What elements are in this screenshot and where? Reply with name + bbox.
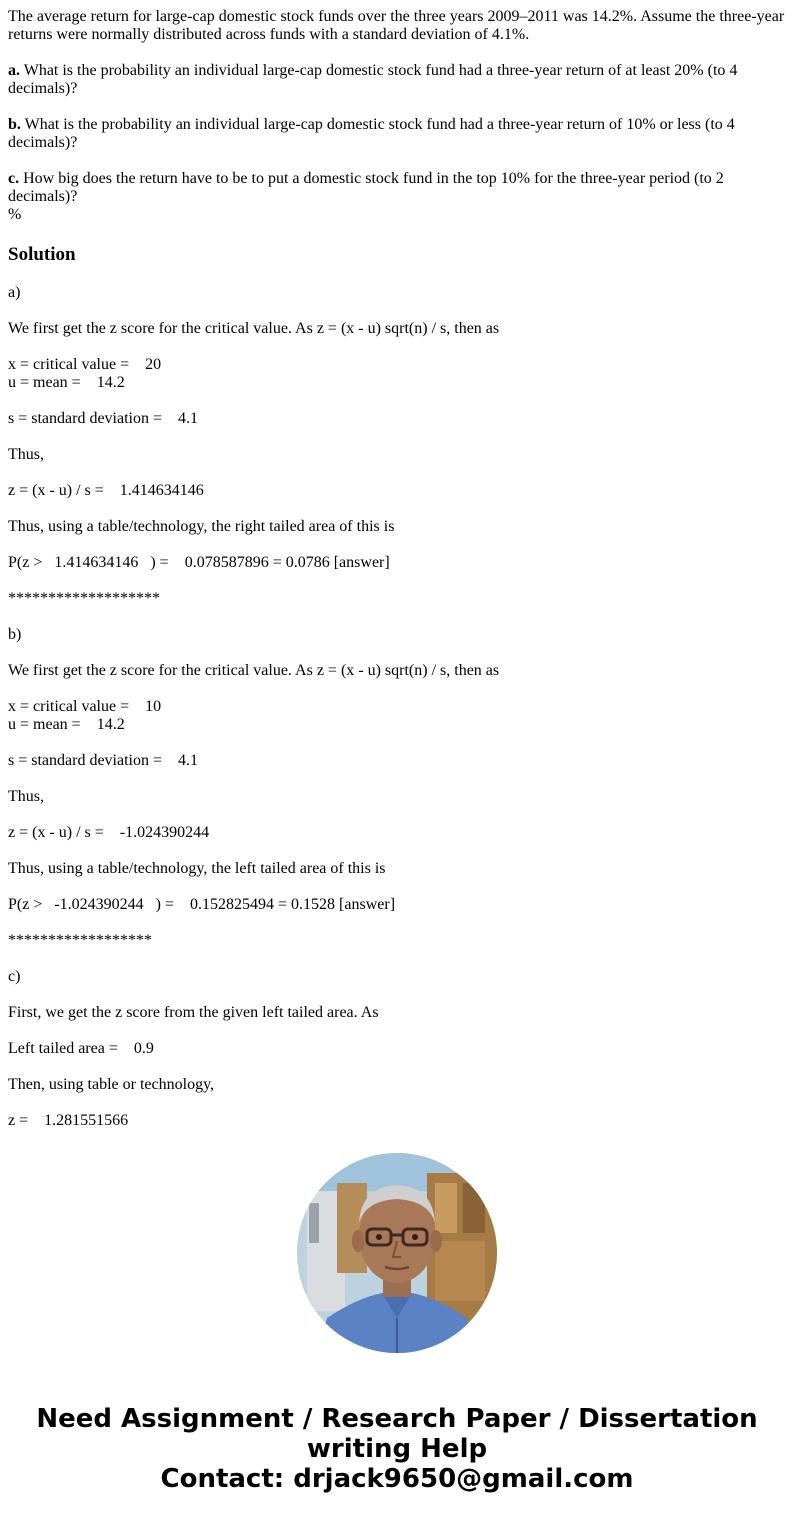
contact-footer (0, 1404, 794, 1494)
question-c (8, 170, 788, 224)
part-a-thus: Thus, (8, 446, 44, 463)
question-b (8, 116, 788, 152)
part-a-u-line: u = mean = 14.2 (8, 374, 125, 391)
question-b-text: What is the probability an individual large-cap domestic stock fund had a three-year return of 10% or less (to 4 decimals)? (8, 116, 735, 151)
part-c-z-line: z = 1.281551566 (8, 1112, 129, 1129)
part-b-x-line: x = critical value = 10 (8, 698, 162, 715)
part-b-s-line: s = standard deviation = 4.1 (8, 752, 199, 769)
part-c-label: c) (8, 968, 21, 985)
part-b-u-line: u = mean = 14.2 (8, 716, 125, 733)
question-c-unit: % (8, 206, 22, 223)
part-b-p-line: P(z > -1.024390244 ) = 0.152825494 = 0.1528 [answer] (8, 896, 396, 913)
part-a-x-line: x = critical value = 20 (8, 356, 162, 373)
question-a-label: a. (8, 62, 20, 79)
part-b-z-line: z = (x - u) / s = -1.024390244 (8, 824, 210, 841)
part-a-area-text: Thus, using a table/technology, the right tailed area of this is (8, 518, 395, 535)
question-intro: The average return for large-cap domestic stock funds over the three years 2009–2011 was 14.2%. Assume the three-year returns were normally distributed across funds with a standard deviation of 4.1%. (8, 8, 785, 43)
part-b-intro: We first get the z score for the critical value. As z = (x - u) sqrt(n) / s, then as (8, 662, 500, 679)
question-a-text: What is the probability an individual large-cap domestic stock fund had a three-year return of at least 20% (to 4 decimals)? (8, 62, 738, 97)
footer-line-1: Need Assignment / Research Paper / Dissertation (36, 1404, 758, 1434)
footer-line-2: writing Help (306, 1434, 488, 1464)
part-c-intro: First, we get the z score from the given left tailed area. As (8, 1004, 379, 1021)
part-a-separator: ******************* (8, 590, 160, 607)
part-a-values (8, 356, 788, 392)
author-portrait-image (297, 1153, 497, 1353)
part-c-then: Then, using table or technology, (8, 1076, 215, 1093)
part-b-thus: Thus, (8, 788, 44, 805)
part-c-area-line: Left tailed area = 0.9 (8, 1040, 154, 1057)
author-photo (297, 1153, 497, 1353)
part-b-values (8, 698, 788, 734)
question-c-text: How big does the return have to be to put a domestic stock fund in the top 10% for the three-year period (to 2 decimals)? (8, 170, 724, 205)
part-a-p-line: P(z > 1.414634146 ) = 0.078587896 = 0.0786 [answer] (8, 554, 390, 571)
part-b-area-text: Thus, using a table/technology, the left tailed area of this is (8, 860, 386, 877)
part-b-label: b) (8, 626, 22, 643)
part-a-label: a) (8, 284, 21, 301)
document-body (8, 8, 788, 1148)
part-a-s-line: s = standard deviation = 4.1 (8, 410, 199, 427)
part-a-z-line: z = (x - u) / s = 1.414634146 (8, 482, 204, 499)
footer-contact-line: Contact: drjack9650@gmail.com (160, 1464, 634, 1494)
part-b-separator: ****************** (8, 932, 152, 949)
solution-heading: Solution (8, 244, 76, 265)
question-b-label: b. (8, 116, 21, 133)
question-a (8, 62, 788, 98)
question-c-label: c. (8, 170, 20, 187)
part-a-intro: We first get the z score for the critical value. As z = (x - u) sqrt(n) / s, then as (8, 320, 500, 337)
